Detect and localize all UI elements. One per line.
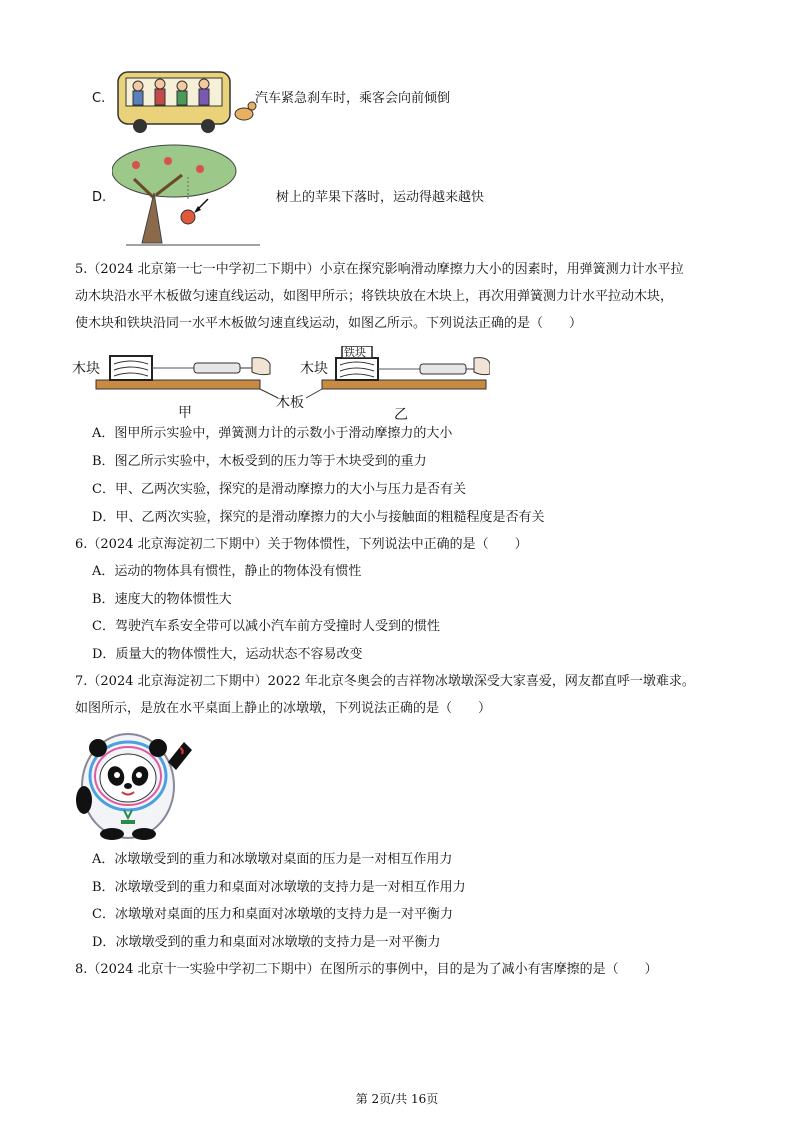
- page-footer: 第 2页/共 16页: [355, 1092, 439, 1106]
- q5-option-d: D．甲、乙两次实验，探究的是滑动摩擦力的大小与接触面的粗糙程度是否有关: [92, 510, 545, 525]
- q5-stem-line1: 5.（2024 北京第一七一中学初二下期中）小京在探究影响滑动摩擦力大小的因素时，用弹簧测力计水平拉: [75, 262, 684, 277]
- option-d-letter: D.: [92, 190, 107, 205]
- q6-option-d: D．质量大的物体惯性大，运动状态不容易改变: [92, 647, 363, 662]
- q6-option-a: A．运动的物体具有惯性，静止的物体没有惯性: [92, 564, 362, 579]
- label-block-right: 木块: [300, 361, 328, 377]
- q7-option-b: B．冰墩墩受到的重力和桌面对冰墩墩的支持力是一对相互作用力: [92, 880, 466, 895]
- bus-passengers-illustration-icon: [112, 62, 262, 134]
- q7-option-d: D．冰墩墩受到的重力和桌面对冰墩墩的支持力是一对平衡力: [92, 935, 441, 950]
- q5-option-c: C．甲、乙两次实验，探究的是滑动摩擦力的大小与压力是否有关: [92, 482, 466, 497]
- q7-option-c: C．冰墩墩对桌面的压力和桌面对冰墩墩的支持力是一对平衡力: [92, 907, 453, 922]
- q7-stem-line1: 7.（2024 北京海淀初二下期中）2022 年北京冬奥会的吉祥物冰墩墩深受大家喜爱，网友都直呼一墩难求。: [75, 674, 695, 689]
- q6-option-c: C．驾驶汽车系安全带可以减小汽车前方受撞时人受到的惯性: [92, 619, 440, 634]
- q6-stem: 6.（2024 北京海淀初二下期中）关于物体惯性，下列说法中正确的是（ ）: [75, 537, 528, 552]
- q7-stem-line2: 如图所示，是放在水平桌面上静止的冰墩墩，下列说法正确的是（ ）: [75, 701, 492, 716]
- bing-dwen-dwen-mascot-icon: [72, 728, 194, 840]
- option-c-letter: C.: [92, 91, 106, 106]
- q5-stem-line3: 使木块和铁块沿同一水平木板做匀速直线运动，如图乙所示。下列说法正确的是（ ）: [75, 316, 583, 331]
- q5-option-a: A．图甲所示实验中，弹簧测力计的示数小于滑动摩擦力的大小: [92, 426, 453, 441]
- q6-option-b: B．速度大的物体惯性大: [92, 592, 232, 607]
- label-block-left: 木块: [72, 361, 100, 377]
- label-board: 木板: [276, 395, 304, 411]
- q8-stem: 8.（2024 北京十一实验中学初二下期中）在图所示的事例中，目的是为了减小有害摩擦的是（ ）: [75, 962, 658, 977]
- apple-tree-illustration-icon: [112, 143, 262, 248]
- q7-option-a: A．冰墩墩受到的重力和冰墩墩对桌面的压力是一对相互作用力: [92, 852, 453, 867]
- q5-option-b: B．图乙所示实验中，木板受到的压力等于木块受到的重力: [92, 454, 427, 469]
- option-c-text: 汽车紧急刹车时，乘客会向前倾倒: [255, 91, 451, 106]
- label-jia: 甲: [178, 405, 192, 421]
- label-yi: 乙: [394, 407, 408, 423]
- label-iron-block: 铁块: [344, 346, 366, 359]
- option-d-text: 树上的苹果下落时，运动得越来越快: [276, 190, 485, 205]
- q5-stem-line2: 动木块沿水平木板做匀速直线运动，如图甲所示；将铁块放在木块上，再次用弹簧测力计水平拉动木块，: [75, 289, 674, 304]
